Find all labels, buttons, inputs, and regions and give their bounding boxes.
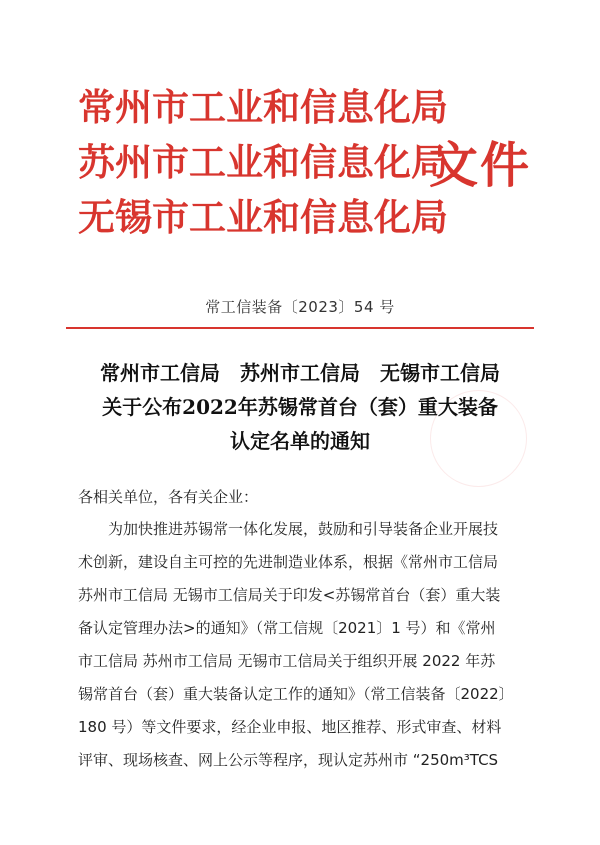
red-divider — [66, 327, 534, 329]
body-paragraph — [78, 513, 526, 777]
document-number: 常工信装备〔2023〕54 号 — [205, 298, 395, 316]
body-line-5: 市工信局 苏州市工信局 无锡市工信局关于组织开展 2022 年苏 — [78, 652, 496, 670]
issuer-wuxi: 无锡市工业和信息化局 — [78, 195, 448, 239]
body-line-1: 为加快推进苏锡常一体化发展，鼓励和引导装备企业开展技 — [78, 520, 499, 538]
issuer-block — [78, 80, 448, 245]
salutation: 各相关单位，各有关企业： — [78, 488, 259, 506]
document-label: 文件 — [429, 136, 532, 194]
body-line-8: 评审、现场核查、网上公示等程序，现认定苏州市 “250m³TCS — [78, 751, 499, 769]
title-line-2: 关于公布2022年苏锡常首台（套）重大装备 — [102, 395, 498, 419]
title-line-1: 常州市工信局 苏州市工信局 无锡市工信局 — [100, 361, 500, 385]
body-line-7: 180 号）等文件要求，经企业申报、地区推荐、形式审查、材料 — [78, 718, 502, 736]
issuer-changzhou: 常州市工业和信息化局 — [78, 85, 448, 129]
body-line-6: 锡常首台（套）重大装备认定工作的通知》（常工信装备〔2022〕 — [78, 685, 514, 703]
issuer-suzhou: 苏州市工业和信息化局 — [78, 140, 448, 184]
body-line-4: 备认定管理办法>的通知》（常工信规〔2021〕1 号）和《常州 — [78, 619, 496, 637]
title-line-3: 认定名单的通知 — [230, 429, 370, 453]
body-line-2: 术创新，建设自主可控的先进制造业体系，根据《常州市工信局 — [78, 553, 499, 571]
notice-title — [0, 356, 600, 458]
body-line-3: 苏州市工信局 无锡市工信局关于印发<苏锡常首台（套）重大装 — [78, 586, 501, 604]
